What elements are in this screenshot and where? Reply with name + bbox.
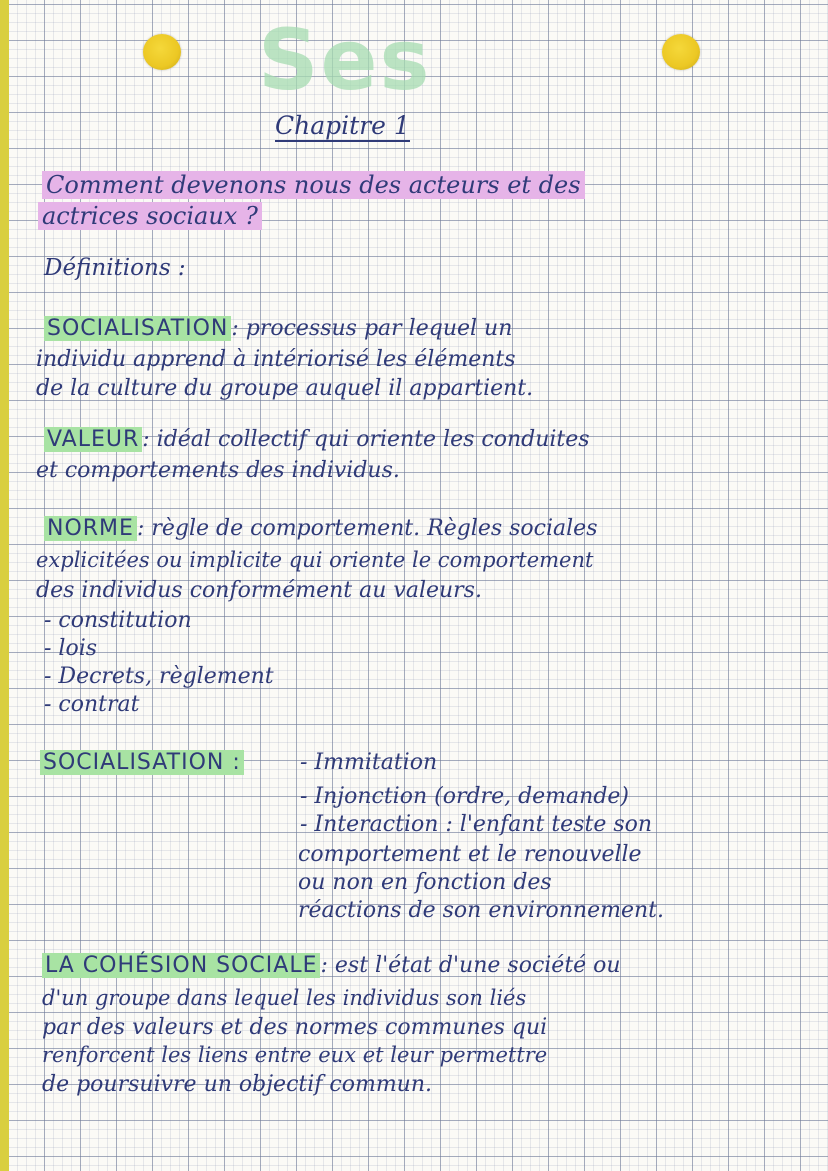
cohesion-def-text-1: : est l'état d'une société ou [320,953,621,978]
socialisation-mode-line: - Interaction : l'enfant teste son [300,812,653,837]
socialisation-mode-line: - Immitation [300,750,438,775]
chapter-title: Chapitre 1 [275,111,410,140]
socialisation-modes-heading [40,752,244,774]
definitions-heading: Définitions : [44,255,186,281]
norme-list-item: - Decrets, règlement [44,664,274,689]
binder-hole-right [662,34,700,70]
valeur-def-text-1: : idéal collectif qui oriente les conduites [142,427,590,452]
norme-term: NORME [44,516,137,541]
socialisation-mode-line: - Injonction (ordre, demande) [300,784,630,809]
socialisation-def-line-3: de la culture du groupe auquel il appartient. [36,376,534,401]
cohesion-def-line-3: par des valeurs et des normes communes qui [42,1015,548,1040]
question-text-2: actrices sociaux ? [38,202,262,230]
valeur-term: VALEUR [44,427,142,452]
socialisation-def-line-1 [44,318,512,340]
norme-def-line-1 [44,518,598,540]
question-text-1: Comment devenons nous des acteurs et des [42,171,585,199]
cohesion-def-line-5: de poursuivre un objectif commun. [42,1072,433,1097]
socialisation-term: SOCIALISATION [44,316,231,341]
norme-list-item: - lois [44,636,98,661]
socialisation-mode-line: comportement et le renouvelle [298,842,642,867]
socialisation-def-line-2: individu apprend à intériorisé les éléments [36,347,516,372]
valeur-def-line-1 [44,429,590,451]
cohesion-def-line-2: d'un groupe dans lequel les individus son liés [42,986,527,1010]
socialisation-mode-line: réactions de son environnement. [298,898,664,923]
valeur-def-line-2: et comportements des individus. [36,458,400,483]
norme-list-item: - constitution [44,608,192,633]
cohesion-def-line-4: renforcent les liens entre eux et leur permettre [42,1043,548,1067]
subject-title: Ses [258,11,432,109]
norme-def-line-2: explicitées ou implicite qui oriente le comportement [36,548,594,572]
binder-hole-left [143,34,181,70]
question-line-2 [38,204,262,228]
socialisation-mode-line: ou non en fonction des [298,870,552,895]
socialisation-def-text-1: : processus par lequel un [231,316,513,341]
norme-list-item: - contrat [44,692,140,717]
cohesion-def-line-1 [42,955,621,977]
page-margin-line [0,0,9,1171]
norme-def-text-1: : règle de comportement. Règles sociales [136,516,598,541]
question-line-1 [42,173,585,197]
cohesion-term: LA COHÉSION SOCIALE [42,953,320,978]
socialisation-modes-term: SOCIALISATION : [40,750,244,775]
norme-def-line-3: des individus conformément au valeurs. [36,578,482,603]
